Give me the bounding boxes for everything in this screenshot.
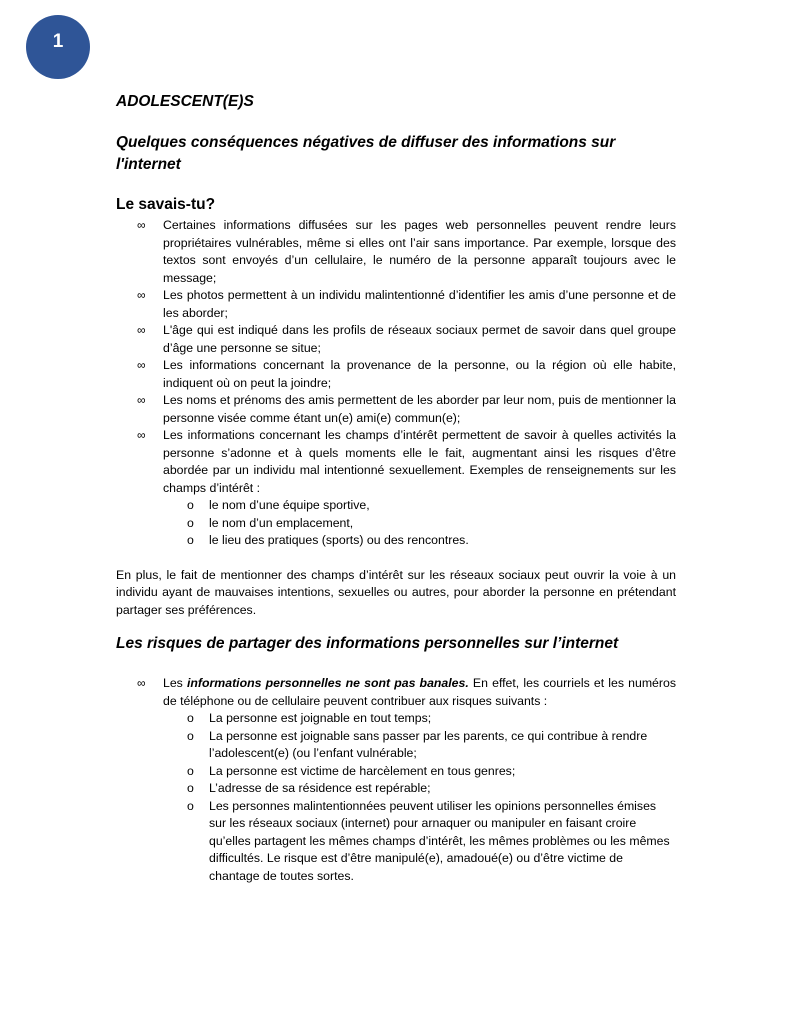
list-item bbox=[163, 427, 676, 550]
risk-intro-prefix: Les bbox=[163, 676, 187, 690]
section-heading-risks: Les risques de partager des informations personnelles sur l’internet bbox=[116, 635, 619, 652]
risk-intro-rest: En effet, les courriels et les numéros de téléphone ou de cellulaire peuvent contribuer aux risques suivants : bbox=[163, 676, 676, 708]
sub-list-item: o le lieu des pratiques (sports) ou des rencontres. bbox=[209, 532, 676, 550]
list-item: ∞ Les photos permettent à un individu malintentionné d’identifier les amis d’une personne et de les aborder; bbox=[163, 287, 676, 322]
paragraph-en-plus: En plus, le fait de mentionner des champs d’intérêt sur les réseaux sociaux peut ouvrir la voie à un individu ayant de mauvaises intentions, sexuelles ou autres, pour aborder la personne en prétendant partager ses préférences. bbox=[116, 567, 676, 617]
list-item-text: Les informations concernant les champs d’intérêt permettent de savoir à quelles activités la personne s’adonne et à quels moments elle le fait, augmentant ainsi les risques d’être abordée par un individu mal intentionné sexuellement. Exemples de renseignements sur les champs d’intérêt : bbox=[163, 428, 676, 495]
risk-intro-emphasis: informations personnelles ne sont pas banales. bbox=[186, 676, 469, 690]
consequences-list bbox=[116, 217, 676, 550]
sub-list-item: o Les personnes malintentionnées peuvent utiliser les opinions personnelles émises sur les réseaux sociaux (internet) pour arnaquer ou manipuler en faisant croire qu’elles partagent les mêmes champs d’intérêt, les mêmes problèmes ou les mêmes difficultés. Le risque est d’être manipulé(e), amadoué(e) ou d’être victime de chantage de toutes sortes. bbox=[209, 798, 676, 886]
sub-list-item: o La personne est joignable sans passer par les parents, ce qui contribue à rendre l’adolescent(e) (ou l’enfant vulnérable; bbox=[209, 728, 676, 763]
page-number: 1 bbox=[52, 31, 64, 52]
risks-list bbox=[163, 710, 676, 885]
sub-list-item: o le nom d’une équipe sportive, bbox=[209, 497, 676, 515]
list-item: ∞ Les informations concernant la provenance de la personne, ou la région où elle habite, indiquent où on peut la joindre; bbox=[163, 357, 676, 392]
page-number-badge bbox=[26, 15, 90, 79]
risks-intro-list bbox=[116, 675, 676, 885]
list-item bbox=[163, 675, 676, 885]
list-item: ∞ Les noms et prénoms des amis permettent de les aborder par leur nom, puis de mentionner la personne visée comme étant un(e) ami(e) commun(e); bbox=[163, 392, 676, 427]
sub-list-item: o le nom d’un emplacement, bbox=[209, 515, 676, 533]
sub-list-item: o La personne est victime de harcèlement en tous genres; bbox=[209, 763, 676, 781]
sub-list-item: o La personne est joignable en tout temps; bbox=[209, 710, 676, 728]
document-body bbox=[116, 92, 676, 885]
list-item: ∞ Certaines informations diffusées sur les pages web personnelles peuvent rendre leurs propriétaires vulnérables, même si elles ont l’air sans importance. Par exemple, lorsque des textos sont envoyés d’un cellulaire, le numéro de la personne apparaît toujours avec le message; bbox=[163, 217, 676, 287]
list-item: ∞ L'âge qui est indiqué dans les profils de réseaux sociaux permet de savoir dans quel groupe d’âge une personne se situe; bbox=[163, 322, 676, 357]
section-heading-consequences: Quelques conséquences négatives de diffuser des informations sur l'internet bbox=[116, 134, 616, 173]
subheading-le-savais-tu: Le savais-tu? bbox=[116, 196, 216, 213]
examples-list bbox=[163, 497, 676, 550]
sub-list-item: o L’adresse de sa résidence est repérable; bbox=[209, 780, 676, 798]
document-title: ADOLESCENT(E)S bbox=[116, 93, 254, 110]
